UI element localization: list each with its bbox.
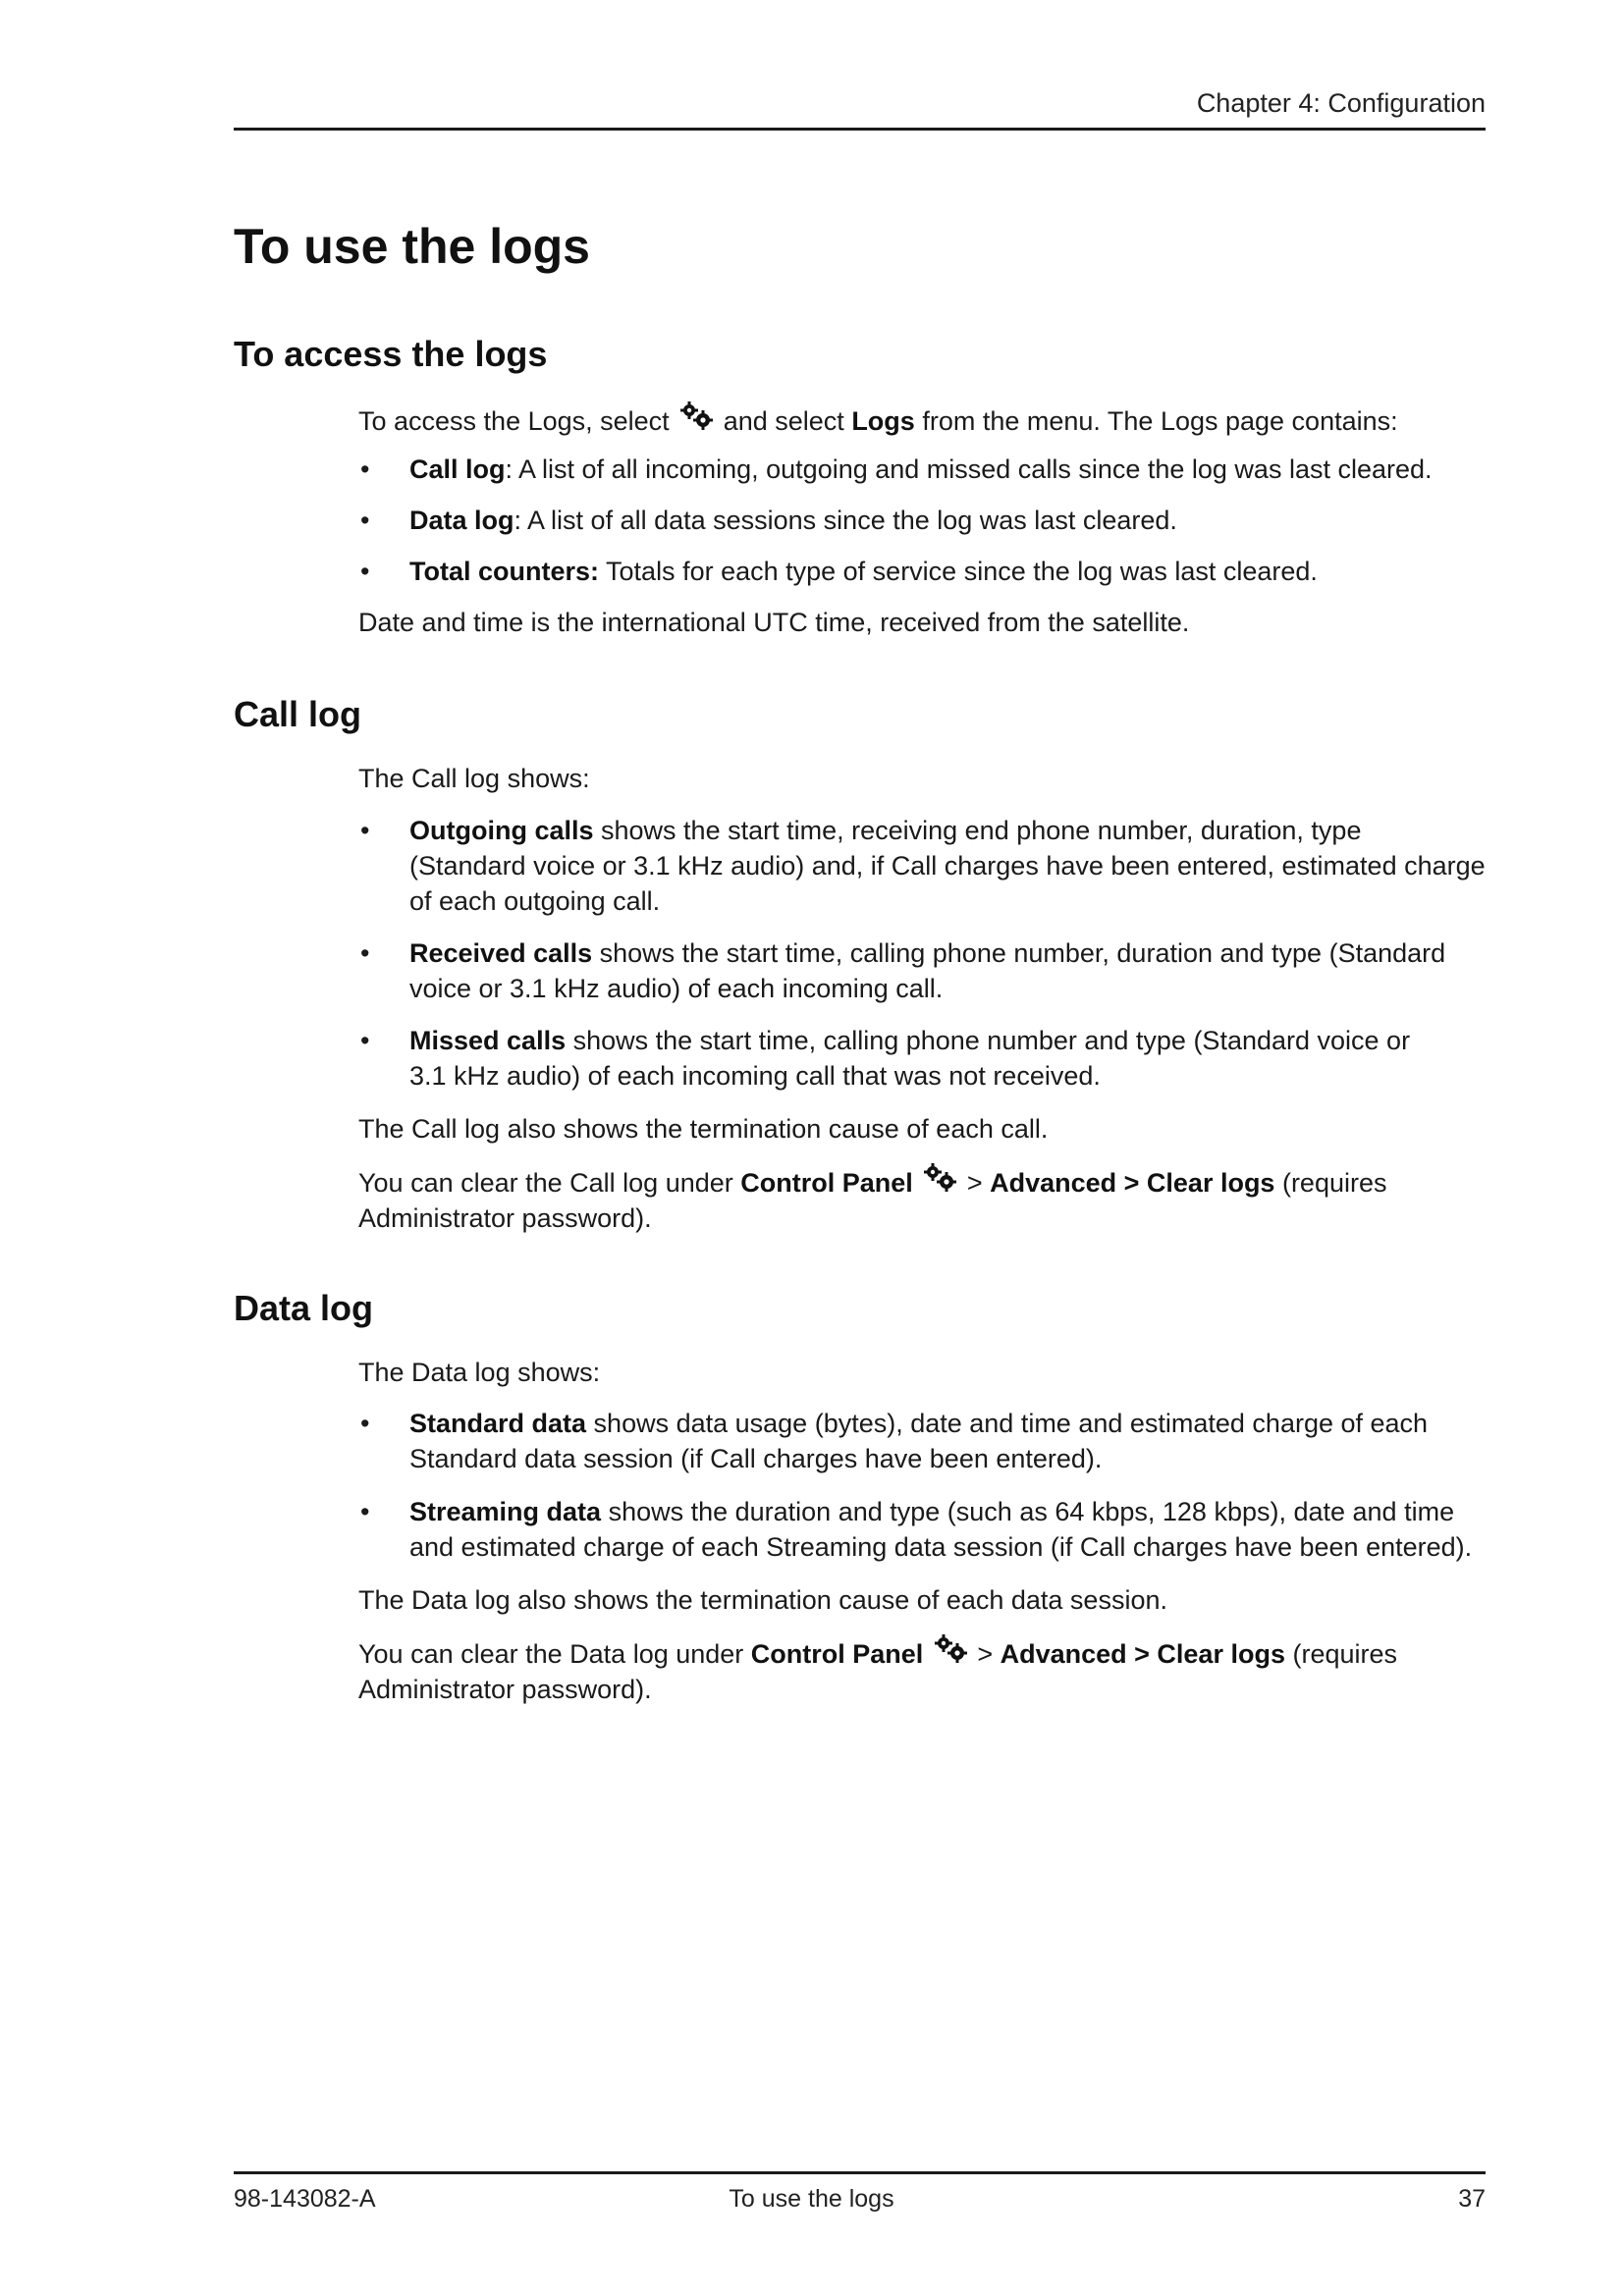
- header-rule: [234, 128, 1486, 131]
- control-panel-gear-icon: [931, 1633, 970, 1665]
- list-item: • Data log: A list of all data sessions since the log was last cleared.: [360, 506, 1177, 535]
- data-log-clear: You can clear the Data log under Control Panel > Advanced > Clear logs (requires Administrator password).: [358, 1633, 1488, 1707]
- access-intro: To access the Logs, select and select Logs from the menu. The Logs page contains:: [358, 400, 1488, 439]
- access-note: Date and time is the international UTC time, received from the satellite.: [358, 608, 1190, 637]
- call-log-intro: The Call log shows:: [358, 764, 590, 793]
- heading-data-log: Data log: [234, 1288, 374, 1328]
- list-item: • Missed calls shows the start time, calling phone number and type (Standard voice or 3.1 kHz audio) of each incoming call that was not received.: [360, 1026, 1411, 1091]
- control-panel-gear-icon: [920, 1162, 959, 1194]
- list-item: • Received calls shows the start time, calling phone number, duration and type (Standard voice or 3.1 kHz audio) of each incoming call.: [360, 938, 1446, 1003]
- data-log-intro: The Data log shows:: [358, 1358, 601, 1387]
- running-header: Chapter 4: Configuration: [1196, 88, 1486, 118]
- list-item: • Total counters: Totals for each type of service since the log was last cleared.: [360, 557, 1318, 586]
- call-log-clear: You can clear the Call log under Control Panel > Advanced > Clear logs (requires Administrator password).: [358, 1162, 1488, 1236]
- footer-doc-number: 98-143082-A: [234, 2185, 376, 2213]
- heading-call-log: Call log: [234, 694, 362, 734]
- list-item: • Streaming data shows the duration and type (such as 64 kbps, 128 kbps), date and time and estimated charge of each Streaming data session (if Call charges have been entered).: [360, 1497, 1473, 1562]
- list-item: • Outgoing calls shows the start time, receiving end phone number, duration, type (Standard voice or 3.1 kHz audio) and, if Call charges have been entered, estimated charge of each outgoing call.: [360, 816, 1486, 916]
- heading-access-logs: To access the logs: [234, 334, 548, 374]
- data-log-termination: The Data log also shows the termination cause of each data session.: [358, 1585, 1167, 1615]
- call-log-termination: The Call log also shows the termination cause of each call.: [358, 1114, 1049, 1144]
- footer-section-title: To use the logs: [729, 2185, 894, 2213]
- footer-rule: [234, 2171, 1486, 2174]
- list-item: • Call log: A list of all incoming, outgoing and missed calls since the log was last cleared.: [360, 454, 1433, 484]
- list-item: • Standard data shows data usage (bytes), date and time and estimated charge of each Standard data session (if Call charges have been entered).: [360, 1409, 1429, 1473]
- control-panel-gear-icon: [676, 400, 716, 432]
- page-title: To use the logs: [234, 219, 590, 274]
- footer-page-number: 37: [1458, 2185, 1486, 2213]
